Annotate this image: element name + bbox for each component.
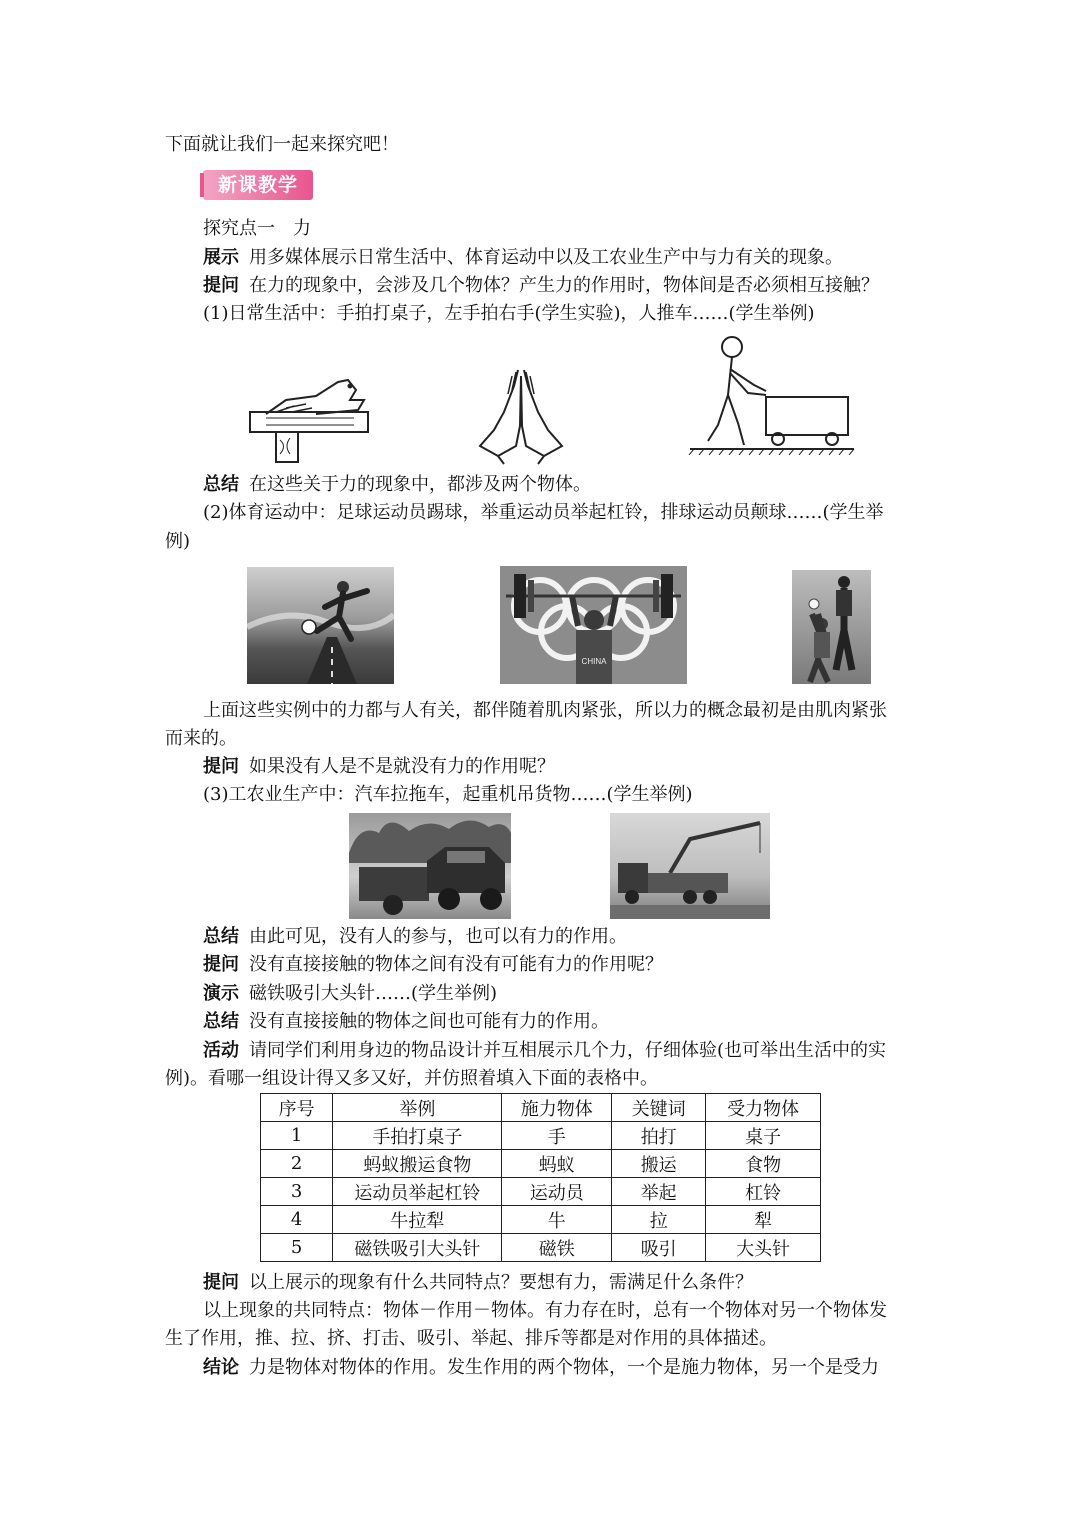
keyword-summary: 总结 xyxy=(203,1011,239,1032)
para-question-4-text: 以上展示的现象有什么共同特点？要想有力，需满足什么条件？ xyxy=(249,1272,753,1293)
table-cell: 运动员 xyxy=(502,1178,612,1206)
para-question-3 xyxy=(203,951,663,979)
keyword-summary: 总结 xyxy=(203,926,239,947)
table-row xyxy=(261,1178,821,1206)
para-industry: (3)工农业生产中：汽车拉拖车，起重机吊货物……(学生举例) xyxy=(203,784,693,805)
para-daily-life: (1)日常生活中：手拍打桌子，左手拍右手(学生实验)，人推车……(学生举例) xyxy=(203,303,815,324)
car-trailer-photo xyxy=(349,813,511,919)
para-summary-3-text: 没有直接接触的物体之间也可能有力的作用。 xyxy=(249,1011,609,1032)
table-cell: 5 xyxy=(261,1234,333,1262)
table-cell: 3 xyxy=(261,1178,333,1206)
keyword-demo: 演示 xyxy=(203,983,239,1004)
para-summary-2 xyxy=(203,923,627,951)
table-cell: 4 xyxy=(261,1206,333,1234)
weightlifter-photo xyxy=(500,566,687,684)
para-demo-text: 磁铁吸引大头针……(学生举例) xyxy=(249,983,498,1004)
table-cell: 磁铁吸引大头针 xyxy=(333,1234,502,1262)
table-cell: 牛 xyxy=(502,1206,612,1234)
keyword-show: 展示 xyxy=(203,247,239,268)
para-muscle-line-2: 而来的。 xyxy=(165,728,237,749)
para-activity-line-1-text: 请同学们利用身边的物品设计并互相展示几个力，仔细体验(也可举出生活中的实 xyxy=(249,1040,887,1061)
para-show xyxy=(203,244,843,272)
para-summary-3 xyxy=(203,1008,609,1036)
para-sports-line-1: (2)体育运动中：足球运动员踢球，举重运动员举起杠铃，排球运动员颠球……(学生举 xyxy=(203,502,884,523)
volleyball-photo xyxy=(792,570,871,684)
topic-heading: 探究点一 力 xyxy=(203,218,311,239)
para-summary-2-text: 由此可见，没有人的参与，也可以有力的作用。 xyxy=(249,926,627,947)
para-activity-line-1 xyxy=(203,1037,886,1065)
para-common-line-2: 生了作用，推、拉、挤、打击、吸引、举起、排斥等都是对作用的具体描述。 xyxy=(165,1328,777,1349)
crane-truck-photo xyxy=(610,813,770,919)
table-cell: 蚂蚁搬运食物 xyxy=(333,1150,502,1178)
keyword-activity: 活动 xyxy=(203,1040,239,1061)
table-row xyxy=(261,1206,821,1234)
keyword-question: 提问 xyxy=(203,756,239,777)
clapping-hands-figure xyxy=(476,366,566,466)
para-question-2 xyxy=(203,753,555,781)
keyword-question: 提问 xyxy=(203,275,239,296)
para-conclusion xyxy=(203,1354,879,1382)
para-muscle-line-1: 上面这些实例中的力都与人有关，都伴随着肌肉紧张，所以力的概念最初是由肌肉紧张 xyxy=(203,700,887,721)
keyword-conclusion: 结论 xyxy=(203,1357,239,1378)
para-question-4 xyxy=(203,1269,753,1297)
table-cell: 运动员举起杠铃 xyxy=(333,1178,502,1206)
para-question-1 xyxy=(203,272,879,300)
para-show-text: 用多媒体展示日常生活中、体育运动中以及工农业生产中与力有关的现象。 xyxy=(249,247,843,268)
para-question-3-text: 没有直接接触的物体之间有没有可能有力的作用呢？ xyxy=(249,954,663,975)
pushing-cart-figure xyxy=(688,333,856,455)
section-banner xyxy=(203,170,313,200)
para-demo xyxy=(203,980,497,1008)
para-conclusion-text: 力是物体对物体的作用。发生作用的两个物体，一个是施力物体，另一个是受力 xyxy=(249,1357,879,1378)
table-cell: 犁 xyxy=(706,1206,821,1234)
table-cell: 拉 xyxy=(612,1206,706,1234)
table-row xyxy=(261,1234,821,1262)
hand-table-figure xyxy=(246,370,372,465)
table-cell: 杠铃 xyxy=(706,1178,821,1206)
table-header-row xyxy=(261,1094,821,1122)
para-sports-line-2: 例) xyxy=(165,531,191,552)
para-common-line-1: 以上现象的共同特点：物体－作用－物体。有力存在时，总有一个物体对另一个物体发 xyxy=(203,1300,887,1321)
table-row xyxy=(261,1122,821,1150)
soccer-player-photo xyxy=(247,567,394,684)
intro-text: 下面就让我们一起来探究吧！ xyxy=(165,134,399,155)
para-question-2-text: 如果没有人是不是就没有力的作用呢？ xyxy=(249,756,555,777)
table-cell: 桌子 xyxy=(706,1122,821,1150)
table-cell: 拍打 xyxy=(612,1122,706,1150)
table-cell: 1 xyxy=(261,1122,333,1150)
table-cell: 搬运 xyxy=(612,1150,706,1178)
keyword-summary: 总结 xyxy=(203,474,239,495)
jersey-label: CHINA xyxy=(581,657,607,666)
table-cell: 食物 xyxy=(706,1150,821,1178)
table-cell: 磁铁 xyxy=(502,1234,612,1262)
table-cell: 大头针 xyxy=(706,1234,821,1262)
keyword-question: 提问 xyxy=(203,954,239,975)
table-header-cell: 关键词 xyxy=(612,1094,706,1122)
table-header-cell: 举例 xyxy=(333,1094,502,1122)
table-header-cell: 序号 xyxy=(261,1094,333,1122)
para-summary-1 xyxy=(203,471,591,499)
keyword-question: 提问 xyxy=(203,1272,239,1293)
force-examples-table xyxy=(260,1093,821,1262)
table-header-cell: 施力物体 xyxy=(502,1094,612,1122)
table-cell: 吸引 xyxy=(612,1234,706,1262)
table-cell: 2 xyxy=(261,1150,333,1178)
table-header-cell: 受力物体 xyxy=(706,1094,821,1122)
table-cell: 手拍打桌子 xyxy=(333,1122,502,1150)
table-row xyxy=(261,1150,821,1178)
table-cell: 举起 xyxy=(612,1178,706,1206)
para-question-1-text: 在力的现象中，会涉及几个物体？产生力的作用时，物体间是否必须相互接触？ xyxy=(249,275,879,296)
para-summary-1-text: 在这些关于力的现象中，都涉及两个物体。 xyxy=(249,474,591,495)
para-activity-line-2: 例)。看哪一组设计得又多又好，并仿照着填入下面的表格中。 xyxy=(165,1068,659,1089)
section-banner-label: 新课教学 xyxy=(217,174,298,196)
table-cell: 蚂蚁 xyxy=(502,1150,612,1178)
table-cell: 牛拉犁 xyxy=(333,1206,502,1234)
table-cell: 手 xyxy=(502,1122,612,1150)
